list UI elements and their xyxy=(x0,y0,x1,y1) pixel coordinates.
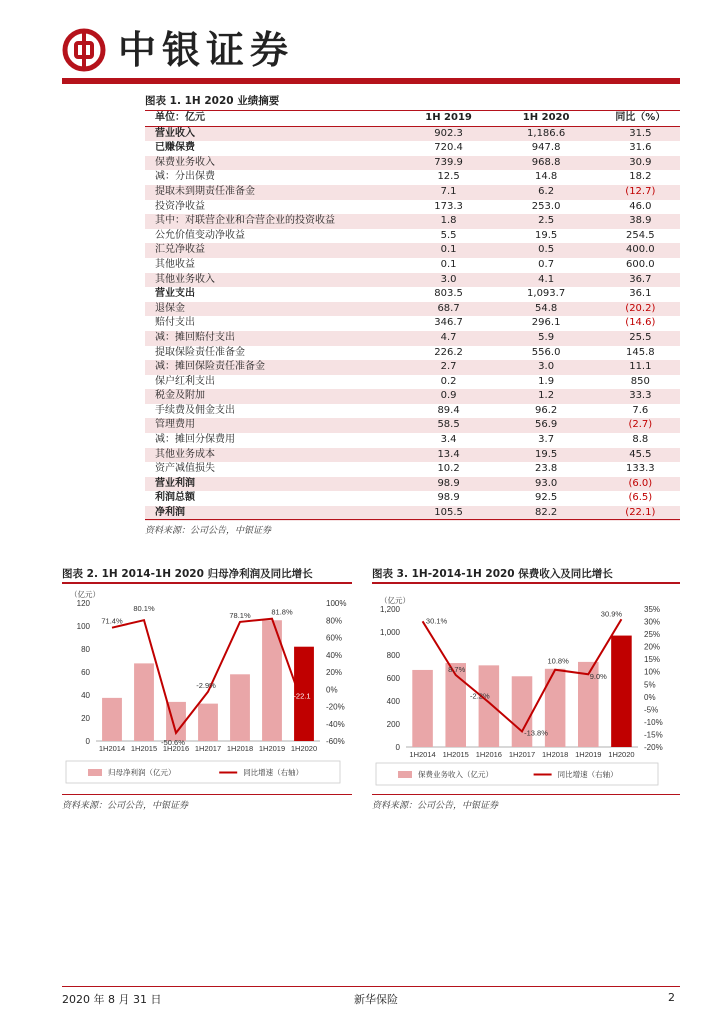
table-cell-label: 汇兑净收益 xyxy=(145,243,406,258)
table-cell-v2019: 89.4 xyxy=(437,404,460,416)
table-cell-label: 净利润 xyxy=(145,506,406,521)
table-cell-v2020: 56.9 xyxy=(492,418,601,433)
table-cell-label: 资产减值损失 xyxy=(155,463,215,475)
table-cell-yoy: 254.5 xyxy=(626,229,655,241)
table-cell-v2019: 0.1 xyxy=(406,243,492,258)
y-tick-label: 80 xyxy=(81,645,90,654)
x-tick-label: 1H2014 xyxy=(409,750,436,759)
data-label: 81.8% xyxy=(271,607,293,617)
x-tick-label: 1H2016 xyxy=(162,744,190,753)
table-cell-label: 提取未到期责任准备金 xyxy=(145,185,406,200)
chart2-bottom-rule xyxy=(62,794,352,795)
x-tick-label: 1H2016 xyxy=(475,750,502,759)
table-cell-v2020: 0.5 xyxy=(492,243,601,258)
table-cell-label: 赔付支出 xyxy=(155,317,195,329)
table-cell-yoy: (12.7) xyxy=(601,185,680,200)
table-cell-v2019: 226.2 xyxy=(434,346,463,358)
chart2-title-rule xyxy=(62,582,352,584)
table-row xyxy=(145,404,680,419)
table-cell-v2020: 23.8 xyxy=(534,463,558,475)
table-cell-label: 营业利润 xyxy=(145,477,406,492)
table-cell-label: 投资净收益 xyxy=(155,200,205,212)
x-tick-label: 1H2018 xyxy=(226,744,254,753)
table-cell-v2020: 14.8 xyxy=(534,171,558,183)
table-row xyxy=(145,258,680,273)
table-cell-label: 利润总额 xyxy=(155,492,195,504)
table-row xyxy=(145,477,680,492)
table-cell-yoy: 30.9 xyxy=(601,156,680,171)
table-row xyxy=(145,273,680,288)
table-cell-label: 其中：对联营企业和合营企业的投资收益 xyxy=(145,214,406,229)
table-cell-yoy: 25.5 xyxy=(601,331,680,346)
x-tick-label: 1H2017 xyxy=(194,744,222,753)
bar xyxy=(198,704,218,741)
page-number: 2 xyxy=(668,991,675,1004)
y2-tick-label: -40% xyxy=(326,719,345,729)
table-cell-yoy: 38.9 xyxy=(601,214,680,229)
table-cell-label: 税金及附加 xyxy=(145,389,406,404)
table-cell-v2019: 173.3 xyxy=(434,200,463,212)
y2-tick-label: -20% xyxy=(326,702,345,712)
table-cell-yoy: 18.2 xyxy=(629,171,652,183)
bar xyxy=(230,674,250,741)
table-cell-yoy: 36.7 xyxy=(601,273,680,288)
y2-tick-label: 25% xyxy=(644,630,661,640)
x-tick-label: 1H2019 xyxy=(258,744,286,753)
legend-bar-swatch xyxy=(398,771,412,778)
table-header-cell: 同比（%） xyxy=(601,111,680,126)
table-cell-v2020: 96.2 xyxy=(534,404,558,416)
table-cell-v2020: 92.5 xyxy=(534,492,558,504)
chart3-source-note: 资料来源：公司公告，中银证券 xyxy=(372,801,499,811)
data-label: 71.4% xyxy=(101,616,123,626)
table-row xyxy=(145,346,680,361)
table-cell-v2019: 3.0 xyxy=(406,273,492,288)
y-tick-label: 20 xyxy=(81,714,90,723)
table-row xyxy=(145,229,680,244)
table-row xyxy=(145,448,680,463)
table-cell-v2019: 902.3 xyxy=(406,126,492,141)
net-profit-chart xyxy=(62,585,352,793)
table-cell-v2019: 98.9 xyxy=(437,492,460,504)
table-row xyxy=(145,214,680,229)
table-cell-v2019: 0.9 xyxy=(406,389,492,404)
table-header-cell: 1H 2019 xyxy=(406,111,492,126)
y2-tick-label: 20% xyxy=(644,642,661,652)
table-cell-label: 其他业务成本 xyxy=(145,448,406,463)
y2-tick-label: 80% xyxy=(326,616,343,626)
y-tick-label: 40 xyxy=(81,691,90,700)
table-cell-yoy: 31.6 xyxy=(629,142,652,154)
y2-tick-label: 0% xyxy=(326,685,338,695)
table-row xyxy=(145,156,680,171)
y2-tick-label: 60% xyxy=(326,633,343,643)
table-cell-yoy: 8.8 xyxy=(632,434,649,446)
chart3-bottom-rule xyxy=(372,794,680,795)
data-label: -2.2% xyxy=(470,691,490,701)
y2-tick-label: -60% xyxy=(326,737,345,746)
table-cell-v2020: 4.1 xyxy=(492,273,601,288)
table-cell-v2020: 3.7 xyxy=(538,434,555,446)
y2-tick-label: -10% xyxy=(644,717,663,727)
table-cell-v2020: 19.5 xyxy=(534,229,558,241)
x-tick-label: 1H2014 xyxy=(98,744,126,753)
bar xyxy=(611,636,632,747)
table-cell-v2019: 10.2 xyxy=(437,463,460,475)
y-tick-label: 1,200 xyxy=(379,605,400,614)
table-cell-yoy: (22.1) xyxy=(601,506,680,521)
y2-tick-label: 5% xyxy=(644,680,656,690)
data-label: -13.8% xyxy=(524,728,548,738)
y2-tick-label: 40% xyxy=(326,650,343,660)
table-row xyxy=(145,389,680,404)
premium-income-chart xyxy=(372,585,680,793)
table-cell-v2020: 253.0 xyxy=(531,200,561,212)
table-row xyxy=(145,331,680,346)
table-cell-v2019: 1.8 xyxy=(406,214,492,229)
table-cell-v2020: 6.2 xyxy=(492,185,601,200)
table-cell-v2019: 13.4 xyxy=(406,448,492,463)
table-cell-v2019: 0.1 xyxy=(440,258,457,270)
legend-label-bars: 归母净利润（亿元） xyxy=(108,768,176,777)
table-cell-yoy: 31.5 xyxy=(601,126,680,141)
table-cell-label: 其他业务收入 xyxy=(145,273,406,288)
y2-tick-label: 0% xyxy=(644,692,656,702)
data-label: 8.7% xyxy=(448,664,466,674)
data-label: 80.1% xyxy=(133,604,155,614)
y-tick-label: 800 xyxy=(386,651,400,660)
legend-label-line: 同比增速（右轴） xyxy=(243,768,304,777)
table-cell-yoy: (6.0) xyxy=(601,477,680,492)
y2-tick-label: -5% xyxy=(644,705,659,715)
table-bottom-rule xyxy=(145,519,680,520)
bar xyxy=(102,698,122,741)
chart2-source-note: 资料来源：公司公告，中银证券 xyxy=(62,801,189,811)
table-cell-v2019: 68.7 xyxy=(406,302,492,317)
table-cell-yoy: (14.6) xyxy=(625,317,656,329)
table-row xyxy=(145,141,680,156)
table-row xyxy=(145,491,680,506)
legend-label-line: 同比增速（右轴） xyxy=(557,770,618,779)
table-cell-v2020: 1,093.7 xyxy=(527,288,566,300)
chart-unit-label: （亿元） xyxy=(380,596,410,605)
x-tick-label: 1H2015 xyxy=(442,750,469,759)
bar xyxy=(545,669,566,747)
table-row xyxy=(145,433,680,448)
table-cell-v2019: 5.5 xyxy=(440,229,457,241)
data-label: -50.6% xyxy=(161,737,185,747)
header-rule xyxy=(62,78,680,84)
y-tick-label: 0 xyxy=(395,743,400,752)
table-row xyxy=(145,302,680,317)
y2-tick-label: 15% xyxy=(644,655,661,665)
bar xyxy=(479,665,500,747)
table-cell-label: 保户红利支出 xyxy=(155,375,215,387)
table-cell-v2020: 968.8 xyxy=(492,156,601,171)
table-cell-v2020: 3.0 xyxy=(492,360,601,375)
y-tick-label: 400 xyxy=(386,697,400,706)
y2-tick-label: -15% xyxy=(644,730,663,740)
table-cell-v2019: 739.9 xyxy=(406,156,492,171)
table-header-cell: 单位：亿元 xyxy=(145,111,406,126)
table-row xyxy=(145,200,680,215)
x-tick-label: 1H2020 xyxy=(290,744,318,753)
table-cell-v2020: 19.5 xyxy=(492,448,601,463)
data-label: 78.1% xyxy=(229,610,251,620)
table-cell-yoy: (6.5) xyxy=(628,492,653,504)
legend-label-bars: 保费业务收入（亿元） xyxy=(418,770,493,779)
table-cell-label: 营业支出 xyxy=(155,288,195,300)
data-label: 30.1% xyxy=(425,616,448,626)
table-cell-yoy: 145.8 xyxy=(626,346,655,358)
table-cell-label: 减：分出保费 xyxy=(155,171,215,183)
table-cell-v2020: 947.8 xyxy=(531,142,561,154)
table-cell-v2020: 5.9 xyxy=(492,331,601,346)
table-cell-v2019: 346.7 xyxy=(434,317,463,329)
y2-tick-label: 100% xyxy=(326,599,347,608)
table-cell-v2020: 0.7 xyxy=(538,258,555,270)
table-cell-v2019: 105.5 xyxy=(406,506,492,521)
data-label: 9.0% xyxy=(589,672,607,682)
table-row xyxy=(145,126,680,141)
table-cell-label: 提取保险责任准备金 xyxy=(155,346,245,358)
x-tick-label: 1H2020 xyxy=(608,750,635,759)
y-tick-label: 200 xyxy=(386,720,400,729)
table-cell-yoy: 36.1 xyxy=(629,288,652,300)
table-cell-v2020: 1.9 xyxy=(538,375,555,387)
x-tick-label: 1H2018 xyxy=(542,750,569,759)
table-cell-yoy: 45.5 xyxy=(601,448,680,463)
table-cell-v2019: 58.5 xyxy=(406,418,492,433)
y-tick-label: 600 xyxy=(386,674,400,683)
x-tick-label: 1H2017 xyxy=(508,750,536,759)
table-cell-label: 保费业务收入 xyxy=(145,156,406,171)
table-row xyxy=(145,185,680,200)
table-cell-v2019: 7.1 xyxy=(406,185,492,200)
chart3-title: 图表 3. 1H-2014-1H 2020 保费收入及同比增长 xyxy=(372,568,613,580)
table-cell-v2019: 4.7 xyxy=(406,331,492,346)
data-label: 10.8% xyxy=(547,656,569,666)
table-row xyxy=(145,243,680,258)
y2-tick-label: 10% xyxy=(644,667,661,677)
table-cell-label: 减：摊回赔付支出 xyxy=(145,331,406,346)
x-tick-label: 1H2019 xyxy=(575,750,602,759)
table-cell-label: 退保金 xyxy=(145,302,406,317)
table-cell-yoy: 600.0 xyxy=(626,258,655,270)
table-row xyxy=(145,418,680,433)
table-cell-v2020: 54.8 xyxy=(492,302,601,317)
chart2-title: 图表 2. 1H 2014-1H 2020 归母净利润及同比增长 xyxy=(62,568,313,580)
table-cell-v2019: 98.9 xyxy=(406,477,492,492)
table-cell-v2020: 82.2 xyxy=(492,506,601,521)
table-cell-label: 减：摊回保险责任准备金 xyxy=(145,360,406,375)
table-cell-yoy: 133.3 xyxy=(626,463,655,475)
footer-company: 新华保险 xyxy=(354,993,398,1006)
table-header-row xyxy=(145,111,680,126)
table-cell-yoy: 46.0 xyxy=(629,200,652,212)
table-cell-label: 其他收益 xyxy=(155,258,195,270)
table-cell-yoy: (20.2) xyxy=(601,302,680,317)
table-cell-v2019: 12.5 xyxy=(437,171,460,183)
y-tick-label: 120 xyxy=(76,599,90,608)
table-cell-yoy: 400.0 xyxy=(601,243,680,258)
y2-tick-label: 20% xyxy=(326,668,343,677)
table-cell-v2020: 1,186.6 xyxy=(492,126,601,141)
data-label: -2.9% xyxy=(196,680,216,690)
table-cell-yoy: 11.1 xyxy=(601,360,680,375)
footer-date: 2020 年 8 月 31 日 xyxy=(62,993,162,1006)
table-row xyxy=(145,170,680,185)
table-row xyxy=(145,375,680,390)
table-cell-v2019: 803.5 xyxy=(434,288,463,300)
y2-tick-label: 30% xyxy=(644,617,661,627)
table-header-cell: 1H 2020 xyxy=(492,111,601,126)
x-tick-label: 1H2015 xyxy=(130,744,158,753)
table-cell-label: 手续费及佣金支出 xyxy=(155,404,235,416)
y-tick-label: 60 xyxy=(81,668,90,677)
table-cell-v2020: 1.2 xyxy=(492,389,601,404)
data-label: 30.9% xyxy=(600,609,623,619)
legend-bar-swatch xyxy=(88,769,102,776)
bar xyxy=(134,663,154,741)
table-row xyxy=(145,316,680,331)
chart-unit-label: （亿元） xyxy=(70,590,100,599)
y2-tick-label: 35% xyxy=(644,605,661,614)
table-cell-label: 减：摊回分保费用 xyxy=(155,434,235,446)
table-cell-yoy: 7.6 xyxy=(632,404,649,416)
table-cell-v2020: 93.0 xyxy=(492,477,601,492)
table-cell-v2020: 296.1 xyxy=(531,317,561,329)
table-row xyxy=(145,287,680,302)
results-summary-table xyxy=(145,111,680,521)
table-cell-v2019: 720.4 xyxy=(434,142,463,154)
footer-rule xyxy=(62,986,680,987)
table-source-note: 资料来源：公司公告，中银证券 xyxy=(145,526,272,536)
data-label: -22.1 xyxy=(293,691,311,701)
y-tick-label: 0 xyxy=(85,737,90,746)
table-cell-v2019: 0.2 xyxy=(440,375,457,387)
table-row xyxy=(145,462,680,477)
bank-logo-icon xyxy=(62,28,106,72)
table-cell-v2020: 2.5 xyxy=(492,214,601,229)
table-cell-yoy: 33.3 xyxy=(601,389,680,404)
table-cell-v2019: 3.4 xyxy=(440,434,457,446)
bar xyxy=(412,670,433,747)
y2-tick-label: -20% xyxy=(644,743,663,752)
y-tick-label: 100 xyxy=(76,622,90,631)
brand-name: 中银证券 xyxy=(118,27,295,72)
y-tick-label: 1,000 xyxy=(379,628,400,637)
table-row xyxy=(145,360,680,375)
table-cell-yoy: (2.7) xyxy=(601,418,680,433)
table-title: 图表 1. 1H 2020 业绩摘要 xyxy=(145,95,280,107)
table-cell-label: 已赚保费 xyxy=(155,142,195,154)
table-cell-yoy: 850 xyxy=(630,375,650,387)
table-cell-label: 公允价值变动净收益 xyxy=(155,229,245,241)
chart3-title-rule xyxy=(372,582,680,584)
table-cell-label: 营业收入 xyxy=(145,126,406,141)
table-cell-v2020: 556.0 xyxy=(531,346,561,358)
table-cell-label: 管理费用 xyxy=(145,418,406,433)
table-cell-v2019: 2.7 xyxy=(406,360,492,375)
